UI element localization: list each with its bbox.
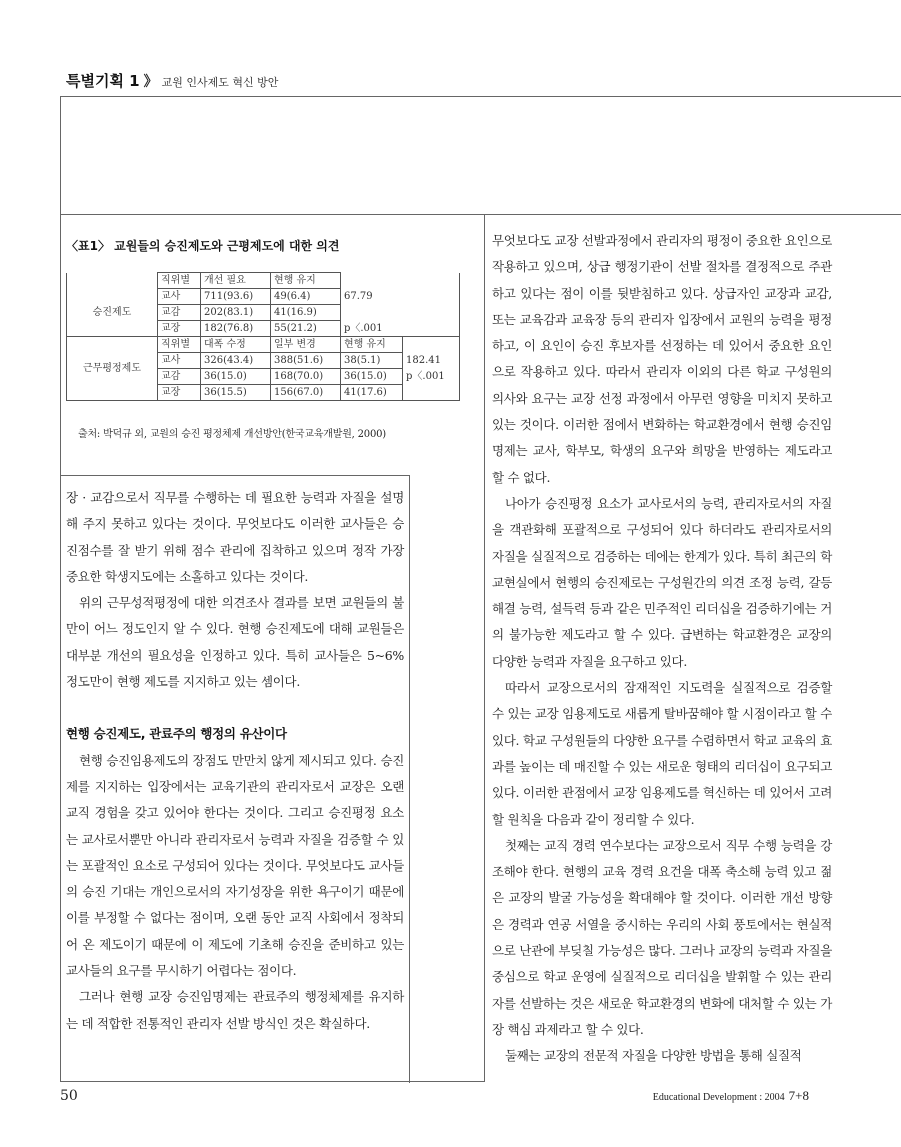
section-label: 특별기획 1 xyxy=(66,72,140,90)
table-cell: 교장 xyxy=(158,321,201,337)
paragraph: 그러나 현행 교장 승진임명제는 관료주의 행정체제를 유지하는 데 적합한 전통적인 관리자 선발 방식인 것은 확실하다. xyxy=(66,989,404,1031)
table-cell: 대폭 수정 xyxy=(201,337,271,353)
table-stat-value: 182.41 xyxy=(403,353,460,369)
table-cell: 36(15.0) xyxy=(201,369,271,385)
table-category: 근무평정제도 xyxy=(67,337,158,401)
table-cell: 41(17.6) xyxy=(340,385,402,401)
page-number: 50 xyxy=(60,1088,78,1104)
table-cell: 교감 xyxy=(158,369,201,385)
table-source: 출처: 박덕규 외, 교원의 승진 평정체제 개선방안(한국교육개발원, 2000) xyxy=(78,429,386,440)
paragraph: 장 · 교감으로서 직무를 수행하는 데 필요한 능력과 자질을 설명해 주지 못하고 있다는 것이다. 무엇보다도 이러한 교사들은 승진점수를 잘 받기 위해 점수 관리에 집착하고 있으며 정작 가장 중요한 학생지도에는 소홀하고 있다는 것이다. xyxy=(66,490,404,584)
table-cell: 326(43.4) xyxy=(201,353,271,369)
left-box-border xyxy=(409,475,410,1083)
paragraph: 따라서 교장으로서의 잠재적인 지도력을 실질적으로 검증할 수 있는 교장 임용제도로 새롭게 탈바꿈해야 할 시점이라고 할 수 있다. 학교 구성원들의 다양한 요구를 수렴하면서 학교 교육의 효과를 높이는 데 매진할 수 있는 새로운 형태의 리더십이 요구되고 있다. 이러한 관점에서 교장 임용제도를 혁신하는 데 있어서 고려할 원칙을 다음과 같이 정리할 수 있다. xyxy=(492,680,832,827)
page-header xyxy=(66,70,278,91)
left-column xyxy=(66,485,404,1037)
table-cell: 168(70.0) xyxy=(270,369,340,385)
column-top-rule xyxy=(60,214,901,215)
table-cell: 직위별 xyxy=(158,273,201,289)
table-stat-p: p〈.001 xyxy=(340,321,459,337)
paragraph: 첫째는 교직 경력 연수보다는 교장으로서 직무 수행 능력을 강조해야 한다. 현행의 교육 경력 요건을 대폭 축소해 능력 있고 젊은 교장의 발굴 가능성을 확대해야 할 것이다. 이러한 개선 방향은 경력과 연공 서열을 중시하는 우리의 사회 풍토에서는 현실적으로 난관에 부딪칠 가능성은 많다. 그러나 교장의 능력과 자질을 중심으로 학교 운영에 실질적으로 리더십을 발휘할 수 있는 관리자를 선발하는 것은 새로운 학교환경의 변화에 대처할 수 있는 가장 핵심 과제라고 할 수 있다. xyxy=(492,837,832,1037)
table-cell: 직위별 xyxy=(158,337,201,353)
table-cell: 교사 xyxy=(158,289,201,305)
table-title: 〈표1〉 교원들의 승진제도와 근평제도에 대한 의견 xyxy=(66,239,340,253)
right-column xyxy=(492,228,832,1070)
table-cell: 38(5.1) xyxy=(340,353,402,369)
table-cell: 교감 xyxy=(158,305,201,321)
table-cell xyxy=(403,385,460,401)
section-subtitle: 교원 인사제도 혁신 방안 xyxy=(161,76,279,89)
paragraph: 나아가 승진평정 요소가 교사로서의 능력, 관리자로서의 자질을 객관화해 포괄적으로 구성되어 있다 하더라도 관리자로서의 자질을 실질적으로 검증하는 데에는 한계가 있다. 특히 최근의 학교현실에서 현행의 승진제로는 구성원간의 의견 조정 능력, 갈등해결 능력, 설득력 등과 같은 민주적인 리더십을 검증하기에는 거의 불가능한 제도라고 할 수 있다. 급변하는 학교환경은 교장의 다양한 능력과 자질을 요구하고 있다. xyxy=(492,495,832,669)
table-stat-value: 67.79 xyxy=(340,289,459,305)
table-cell: 202(83.1) xyxy=(201,305,271,321)
table-cell: 49(6.4) xyxy=(270,289,340,305)
table-cell: 교장 xyxy=(158,385,201,401)
table-cell: 개선 필요 xyxy=(201,273,271,289)
table-cell: 41(16.9) xyxy=(270,305,340,321)
chevron-right-icon: 》 xyxy=(143,74,158,90)
paragraph: 무엇보다도 교장 선발과정에서 관리자의 평정이 중요한 요인으로 작용하고 있으며, 상급 행정기관이 선발 절차를 결정적으로 주관하고 있다는 점이 이를 뒷받침하고 있다. 상급자인 교장과 교감, 또는 교육감과 교육장 등의 관리자 입장에서 교원의 능력을 평정하고, 이 요인이 승진 후보자를 선정하는 데 있어서 중요한 요인으로 작용하고 있다. 따라서 관리자 이외의 다른 학교 구성원의 의사와 요구는 교장 선정 과정에서 아무런 영향을 미치지 못하고 있는 것이다. 이러한 점에서 변화하는 학교환경에서 현행 승진임명제는 교사, 학부모, 학생의 요구와 희망을 반영하는 제도라고 할 수 없다. xyxy=(492,233,832,485)
section-heading: 현행 승진제도, 관료주의 행정의 유산이다 xyxy=(66,726,287,742)
table-cell: 711(93.6) xyxy=(201,289,271,305)
table-cell: 현행 유지 xyxy=(340,337,402,353)
table-row xyxy=(67,337,460,353)
page-bottom-rule xyxy=(60,1081,485,1082)
table-cell: 55(21.2) xyxy=(270,321,340,337)
table-category: 승진제도 xyxy=(67,289,158,337)
journal-name: Educational Development : 2004 xyxy=(652,1092,785,1103)
table-row xyxy=(67,289,460,305)
column-divider xyxy=(484,214,485,1081)
table-cell: 182(76.8) xyxy=(201,321,271,337)
issue-number: 7+8 xyxy=(788,1088,809,1103)
table-cell: 일부 변경 xyxy=(270,337,340,353)
journal-footer xyxy=(653,1088,809,1104)
table-cell xyxy=(403,337,460,353)
table-cell: 388(51.6) xyxy=(270,353,340,369)
table-cell: 현행 유지 xyxy=(270,273,340,289)
paragraph: 위의 근무성적평정에 대한 의견조사 결과를 보면 교원들의 불만이 어느 정도인지 알 수 있다. 현행 승진제도에 대해 교원들은 대부분 개선의 필요성을 인정하고 있다. 특히 교사들은 5~6% 정도만이 현행 제도를 지지하고 있는 셈이다. xyxy=(66,595,404,690)
table-stat-p: p〈.001 xyxy=(403,369,460,385)
left-box-top-rule xyxy=(60,475,410,476)
table-cell xyxy=(340,305,459,321)
table-cell: 36(15.0) xyxy=(340,369,402,385)
table-cell: 36(15.5) xyxy=(201,385,271,401)
page-left-border xyxy=(60,96,61,1081)
survey-table xyxy=(66,272,460,401)
header-rule xyxy=(60,96,901,97)
table-cell: 156(67.0) xyxy=(270,385,340,401)
table-cell: 교사 xyxy=(158,353,201,369)
paragraph: 둘째는 교장의 전문적 자질을 다양한 방법을 통해 실질적 xyxy=(505,1048,802,1064)
table-row xyxy=(67,273,460,289)
table-cell xyxy=(340,273,459,289)
paragraph: 현행 승진임용제도의 장점도 만만치 않게 제시되고 있다. 승진제를 지지하는 입장에서는 교육기관의 관리자로서 교장은 오랜 교직 경험을 갖고 있어야 한다는 것이다. 그리고 승진평정 요소는 교사로서뿐만 아니라 관리자로서 능력과 자질을 검증할 수 있는 포괄적인 요소로 구성되어 있다는 것이다. 무엇보다도 교사들의 승진 기대는 개인으로서의 자기성장을 위한 욕구이기 때문에 이를 부정할 수 없다는 점이며, 오랜 동안 교직 사회에서 정착되어 온 제도이기 때문에 이 제도에 기초해 승진을 준비하고 있는 교사들의 요구를 무시하기 어렵다는 점이다. xyxy=(66,752,404,979)
